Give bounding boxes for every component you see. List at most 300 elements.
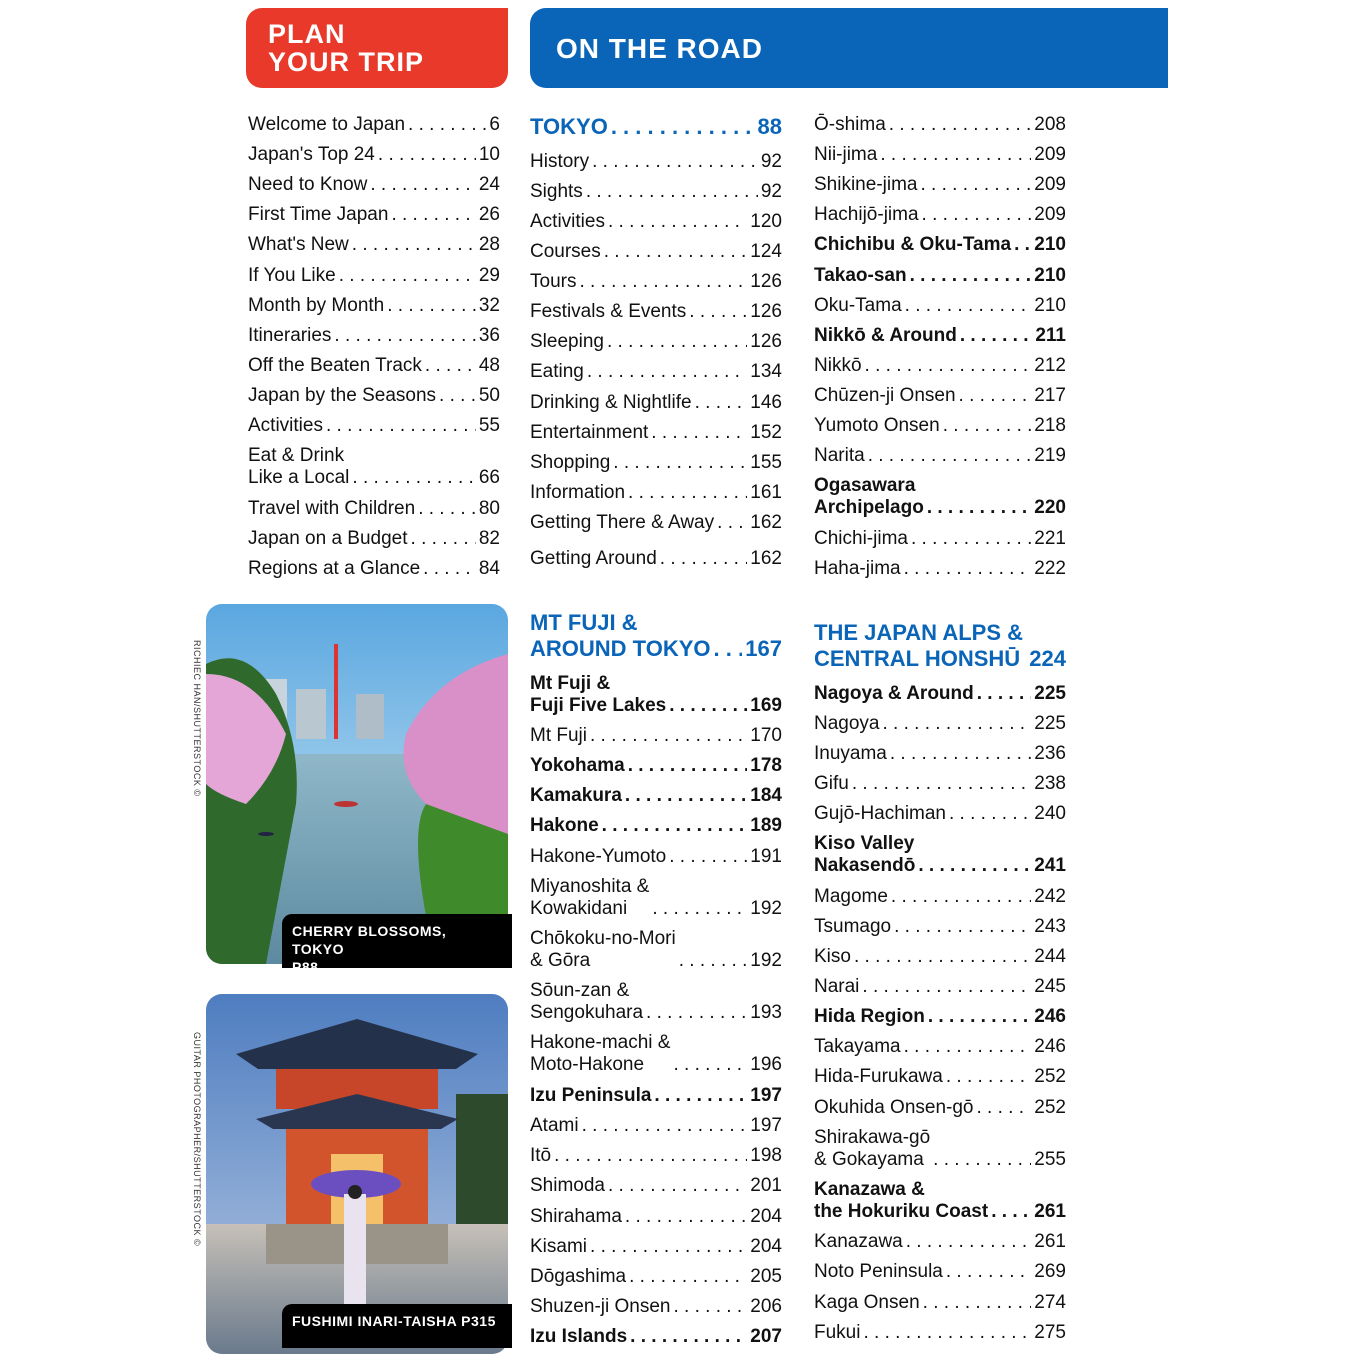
- toc-entry: [530, 1032, 782, 1076]
- toc-entry-title: Atami: [530, 1115, 579, 1136]
- toc-leader-dots: [439, 385, 476, 407]
- toc-leader-dots: [654, 1085, 747, 1107]
- toc-entry-page: 162: [750, 548, 782, 569]
- toc-entry-title: Eating: [530, 361, 584, 382]
- toc-entry-title: Gifu: [814, 773, 849, 794]
- toc-entry-page: 48: [478, 355, 500, 376]
- toc-entry-title: [814, 1179, 988, 1223]
- toc-entry-title: [530, 1032, 670, 1076]
- toc-entry-page: 240: [1034, 803, 1066, 824]
- toc-leader-dots: [920, 174, 1031, 196]
- toc-entry-title-line1: Mt Fuji &: [530, 673, 611, 694]
- toc-entry: [814, 1322, 1066, 1344]
- toc-entry-page: 126: [750, 301, 782, 322]
- toc-entry: [814, 620, 1066, 672]
- toc-leader-dots: [334, 325, 475, 347]
- toc-entry-title: Regions at a Glance: [248, 558, 421, 579]
- toc-leader-dots: [905, 295, 1032, 317]
- toc-leader-dots: [883, 713, 1032, 735]
- toc-leader-dots: [629, 1266, 747, 1288]
- toc-entry-page: 189: [750, 815, 782, 836]
- toc-leader-dots: [1014, 234, 1031, 256]
- toc-entry-page: 155: [750, 452, 782, 473]
- toc-entry: [530, 610, 782, 662]
- toc-entry-page: 66: [478, 467, 500, 488]
- plan-your-trip-header: [246, 8, 508, 88]
- toc-entry-title-line1: Eat & Drink: [248, 445, 345, 466]
- toc-entry: [530, 211, 782, 233]
- toc-entry-page: 210: [1034, 234, 1066, 255]
- toc-entry: [530, 928, 782, 972]
- toc-entry-title-line2: Sengokuhara: [530, 1002, 644, 1023]
- toc-entry: [530, 1085, 782, 1107]
- toc-entry-title: Fukui: [814, 1322, 861, 1343]
- toc-entry: [814, 475, 1066, 519]
- toc-entry: [530, 1326, 782, 1348]
- toc-entry: [814, 833, 1066, 877]
- toc-leader-dots: [673, 1296, 747, 1318]
- toc-entry: [814, 773, 1066, 795]
- toc-leader-dots: [854, 946, 1031, 968]
- toc-entry: [814, 385, 1066, 407]
- toc-entry-title: Travel with Children: [248, 498, 416, 519]
- toc-entry-page: 178: [750, 755, 782, 776]
- toc-entry: [814, 528, 1066, 550]
- toc-leader-dots: [904, 1036, 1032, 1058]
- toc-entry-title-line2: Fuji Five Lakes: [530, 695, 667, 716]
- toc-leader-dots: [608, 1175, 747, 1197]
- toc-entry-title-line1: Shirakawa-gō: [814, 1127, 931, 1148]
- toc-entry-title-line2: Moto-Hakone: [530, 1054, 645, 1075]
- toc-entry: [814, 946, 1066, 968]
- toc-leader-dots: [646, 1002, 747, 1024]
- toc-leader-dots: [894, 916, 1031, 938]
- toc-entry-page: 225: [1034, 683, 1066, 704]
- toc-entry: [814, 204, 1066, 226]
- toc-entry-title-line2: Nakasendō: [814, 855, 916, 876]
- toc-leader-dots: [586, 181, 758, 203]
- toc-entry: [530, 151, 782, 173]
- toc-entry: [814, 743, 1066, 765]
- toc-entry: [814, 886, 1066, 908]
- toc-entry-title: Japan on a Budget: [248, 528, 408, 549]
- toc-leader-dots: [660, 548, 748, 570]
- road-header-title: ON THE ROAD: [556, 33, 763, 64]
- toc-leader-dots: [378, 144, 476, 166]
- toc-leader-dots: [863, 1322, 1031, 1344]
- toc-entry-page: 243: [1034, 916, 1066, 937]
- cherry-blossoms-caption: [282, 914, 512, 975]
- toc-entry-title: Off the Beaten Track: [248, 355, 422, 376]
- toc-entry: [814, 1292, 1066, 1314]
- toc-entry-page: 244: [1034, 946, 1066, 967]
- toc-entry-title: Shopping: [530, 452, 611, 473]
- toc-entry-title: Entertainment: [530, 422, 649, 443]
- toc-leader-dots: [868, 445, 1032, 467]
- toc-entry: [814, 1127, 1066, 1171]
- toc-entry-title-line1: Kanazawa &: [814, 1179, 925, 1200]
- toc-leader-dots: [922, 204, 1032, 226]
- toc-entry: [530, 1236, 782, 1258]
- toc-entry-page: 242: [1034, 886, 1066, 907]
- toc-leader-dots: [946, 1066, 1031, 1088]
- toc-entry: [814, 325, 1066, 347]
- toc-leader-dots: [411, 528, 476, 550]
- toc-entry-title-line2: Archipelago: [814, 497, 924, 518]
- toc-entry-page: 198: [750, 1145, 782, 1166]
- toc-leader-dots: [717, 512, 747, 534]
- toc-leader-dots: [880, 144, 1031, 166]
- toc-entry: [530, 1115, 782, 1137]
- toc-leader-dots: [669, 695, 747, 717]
- toc-entry-page: 252: [1034, 1097, 1066, 1118]
- fushimi-inari-photo: [206, 994, 508, 1354]
- toc-entry: [814, 916, 1066, 938]
- toc-leader-dots: [991, 1201, 1031, 1223]
- toc-entry-page: 6: [489, 114, 500, 135]
- toc-entry: [530, 1296, 782, 1318]
- toc-entry: [530, 980, 782, 1024]
- toc-entry-title: Shimoda: [530, 1175, 605, 1196]
- toc-entry: [530, 181, 782, 203]
- toc-entry-title: Chichi-jima: [814, 528, 908, 549]
- toc-entry-page: 209: [1034, 144, 1066, 165]
- photo2-credit: GUITAR PHOTOGRAPHER/SHUTTERSTOCK ©: [192, 1032, 202, 1247]
- toc-entry-title: Okuhida Onsen-gō: [814, 1097, 974, 1118]
- toc-entry-page: 80: [478, 498, 500, 519]
- toc-entry-page: 205: [750, 1266, 782, 1287]
- toc-entry: [530, 1206, 782, 1228]
- toc-entry-page: 204: [750, 1206, 782, 1227]
- toc-entry-page: 169: [750, 695, 782, 716]
- toc-entry-title: Kiso: [814, 946, 851, 967]
- toc-leader-dots: [611, 114, 755, 140]
- toc-entry: [814, 1097, 1066, 1119]
- toc-leader-dots: [933, 1149, 1031, 1171]
- toc-entry-title: Hida-Furukawa: [814, 1066, 943, 1087]
- photo1-credit: RICHIEC HAN/SHUTTERSTOCK ©: [192, 640, 202, 797]
- toc-entry-page: 82: [478, 528, 500, 549]
- toc-leader-dots: [408, 114, 486, 136]
- toc-leader-dots: [587, 361, 747, 383]
- toc-entry-title-line1: Miyanoshita &: [530, 876, 650, 897]
- toc-entry-title: Hida Region: [814, 1006, 925, 1027]
- toc-entry: [814, 1261, 1066, 1283]
- toc-entry-page: 197: [750, 1115, 782, 1136]
- toc-entry-page: 126: [750, 331, 782, 352]
- toc-entry: [248, 558, 500, 580]
- toc-entry-page: 184: [750, 785, 782, 806]
- toc-entry-title: [248, 445, 349, 489]
- toc-entry-title-line1: Sōun-zan &: [530, 980, 630, 1001]
- toc-leader-dots: [977, 683, 1032, 705]
- toc-entry: [530, 1175, 782, 1197]
- toc-entry-page: 146: [750, 392, 782, 413]
- toc-entry: [248, 174, 500, 196]
- toc-entry-page: 191: [750, 846, 782, 867]
- toc-entry-title: Magome: [814, 886, 888, 907]
- toc-leader-dots: [391, 204, 475, 226]
- toc-entry: [530, 482, 782, 504]
- toc-leader-dots: [906, 1231, 1032, 1253]
- toc-entry-page: 204: [750, 1236, 782, 1257]
- toc-entry-title: Tours: [530, 271, 577, 292]
- toc-entry: [530, 361, 782, 383]
- toc-entry-title: Japan's Top 24: [248, 144, 375, 165]
- toc-entry: [248, 265, 500, 287]
- toc-entry-page: 124: [750, 241, 782, 262]
- toc-entry-title-line1: Hakone-machi &: [530, 1032, 671, 1053]
- toc-leader-dots: [352, 234, 476, 256]
- toc-entry: [248, 144, 500, 166]
- toc-entry: [814, 355, 1066, 377]
- toc-leader-dots: [651, 422, 747, 444]
- toc-entry-page: 55: [478, 415, 500, 436]
- toc-entry-page: 170: [750, 725, 782, 746]
- toc-entry-title-line1: Ogasawara: [814, 475, 916, 496]
- toc-entry-page: 84: [478, 558, 500, 579]
- toc-entry-page: 255: [1034, 1149, 1066, 1170]
- toc-entry-title: Nagoya: [814, 713, 880, 734]
- on-the-road-header: [530, 8, 1168, 88]
- toc-entry-title: Hachijō-jima: [814, 204, 919, 225]
- toc-entry-page: 211: [1035, 325, 1066, 346]
- toc-entry: [248, 355, 500, 377]
- toc-leader-dots: [326, 415, 476, 437]
- toc-entry: [814, 144, 1066, 166]
- toc-entry-page: 241: [1034, 855, 1066, 876]
- toc-leader-dots: [910, 265, 1032, 287]
- toc-entry-title: Oku-Tama: [814, 295, 902, 316]
- toc-entry-page: 238: [1034, 773, 1066, 794]
- toc-leader-dots: [579, 271, 747, 293]
- toc-leader-dots: [689, 301, 747, 323]
- toc-entry-page: 88: [757, 114, 782, 139]
- toc-entry: [814, 445, 1066, 467]
- toc-entry-title: Drinking & Nightlife: [530, 392, 692, 413]
- toc-leader-dots: [669, 846, 747, 868]
- toc-entry-page: 10: [478, 144, 500, 165]
- toc-leader-dots: [862, 976, 1031, 998]
- toc-entry-title: Getting There & Away: [530, 512, 715, 533]
- toc-entry-page: 209: [1034, 174, 1066, 195]
- toc-leader-dots: [602, 815, 748, 837]
- toc-entry-title: Ō-shima: [814, 114, 886, 135]
- toc-leader-dots: [890, 743, 1031, 765]
- toc-entry-title: Shirahama: [530, 1206, 622, 1227]
- toc-entry-title: Chūzen-ji Onsen: [814, 385, 956, 406]
- toc-entry-title-line2: Like a Local: [248, 467, 350, 488]
- toc-entry-title: Hakone: [530, 815, 599, 836]
- toc-entry: [248, 114, 500, 136]
- toc-entry-page: 32: [478, 295, 500, 316]
- toc-entry: [814, 1231, 1066, 1253]
- toc-leader-dots: [946, 1261, 1031, 1283]
- toc-entry-page: 222: [1034, 558, 1066, 579]
- toc-entry-page: 208: [1034, 114, 1066, 135]
- toc-entry-title: [530, 980, 643, 1024]
- toc-entry-page: 220: [1034, 497, 1066, 518]
- toc-entry-page: 221: [1034, 528, 1066, 549]
- toc-leader-dots: [673, 1054, 747, 1076]
- toc-entry-title-line2: & Gōra: [530, 950, 591, 971]
- toc-entry: [530, 271, 782, 293]
- toc-leader-dots: [339, 265, 476, 287]
- toc-leader-dots: [592, 151, 758, 173]
- toc-entry-title: First Time Japan: [248, 204, 389, 225]
- toc-entry: [530, 1266, 782, 1288]
- toc-entry: [814, 558, 1066, 580]
- toc-entry-title: [814, 620, 1023, 672]
- toc-entry-page: 28: [478, 234, 500, 255]
- toc-entry-title: Getting Around: [530, 548, 657, 569]
- toc-entry: [530, 673, 782, 717]
- toc-entry-title: Nikkō & Around: [814, 325, 957, 346]
- toc-entry: [814, 713, 1066, 735]
- toc-entry: [248, 498, 500, 520]
- toc-entry-title: Izu Peninsula: [530, 1085, 652, 1106]
- toc-entry-title: Nikkō: [814, 355, 862, 376]
- toc-entry: [530, 725, 782, 747]
- toc-leader-dots: [625, 785, 747, 807]
- plan-header-line2: YOUR TRIP: [268, 47, 425, 77]
- toc-entry: [814, 295, 1066, 317]
- toc-entry-title: Tsumago: [814, 916, 892, 937]
- toc-entry-page: 209: [1034, 204, 1066, 225]
- toc-entry-page: 196: [750, 1054, 782, 1075]
- caption-line: CHERRY BLOSSOMS, TOKYO: [292, 923, 447, 957]
- toc-entry-page: 197: [750, 1085, 782, 1106]
- toc-entry-title: Festivals & Events: [530, 301, 687, 322]
- toc-entry: [814, 1066, 1066, 1088]
- toc-entry: [530, 301, 782, 323]
- toc-entry-page: 162: [750, 512, 782, 533]
- toc-entry-title: Activities: [530, 211, 605, 232]
- toc-entry-title-line2: AROUND TOKYO: [530, 636, 711, 661]
- toc-entry: [530, 548, 782, 570]
- toc-entry-page: 261: [1034, 1231, 1066, 1252]
- toc-entry: [248, 325, 500, 347]
- toc-entry: [814, 415, 1066, 437]
- toc-entry-title: Need to Know: [248, 174, 368, 195]
- toc-entry-page: 224: [1029, 646, 1066, 671]
- toc-entry: [530, 1145, 782, 1167]
- toc-entry-page: 26: [478, 204, 500, 225]
- toc-entry-title: Itineraries: [248, 325, 332, 346]
- toc-entry-page: 24: [478, 174, 500, 195]
- toc-entry-title: Chichibu & Oku-Tama: [814, 234, 1012, 255]
- toc-entry-title: Izu Islands: [530, 1326, 628, 1347]
- toc-leader-dots: [943, 415, 1032, 437]
- toc-entry-title: Kaga Onsen: [814, 1292, 920, 1313]
- caption-page: P88: [292, 959, 319, 975]
- toc-entry-title-line2: & Gokayama: [814, 1149, 924, 1170]
- toc-entry: [530, 241, 782, 263]
- toc-entry: [530, 422, 782, 444]
- toc-entry-page: 50: [478, 385, 500, 406]
- toc-entry-title: Welcome to Japan: [248, 114, 406, 135]
- toc-entry-title: [814, 475, 924, 519]
- toc-entry-title: [530, 610, 711, 662]
- toc-leader-dots: [425, 355, 476, 377]
- toc-leader-dots: [352, 467, 475, 489]
- toc-entry-title: Shikine-jima: [814, 174, 918, 195]
- toc-leader-dots: [613, 452, 747, 474]
- toc-entry-title: Courses: [530, 241, 601, 262]
- cherry-blossoms-photo: [206, 604, 508, 964]
- toc-entry: [814, 1179, 1066, 1223]
- toc-entry-page: 134: [750, 361, 782, 382]
- toc-leader-dots: [928, 1006, 1031, 1028]
- toc-leader-dots: [949, 803, 1031, 825]
- toc-entry: [248, 528, 500, 550]
- toc-entry-title: If You Like: [248, 265, 336, 286]
- toc-leader-dots: [590, 725, 747, 747]
- toc-entry-page: 206: [750, 1296, 782, 1317]
- toc-entry-page: 126: [750, 271, 782, 292]
- toc-entry: [248, 385, 500, 407]
- toc-entry-page: 218: [1034, 415, 1066, 436]
- toc-entry-page: 36: [478, 325, 500, 346]
- toc-entry-title: Month by Month: [248, 295, 385, 316]
- toc-entry: [530, 512, 782, 534]
- toc-entry: [814, 976, 1066, 998]
- toc-leader-dots: [959, 385, 1032, 407]
- toc-entry: [530, 392, 782, 414]
- toc-entry-title: [530, 876, 649, 920]
- toc-entry-title: [530, 928, 676, 972]
- toc-entry-page: 252: [1034, 1066, 1066, 1087]
- toc-entry-title: Haha-jima: [814, 558, 901, 579]
- toc-entry-title: Itō: [530, 1145, 552, 1166]
- toc-leader-dots: [679, 950, 748, 972]
- toc-entry-title: [814, 833, 915, 877]
- toc-leader-dots: [418, 498, 476, 520]
- toc-leader-dots: [387, 295, 476, 317]
- toc-entry-page: 245: [1034, 976, 1066, 997]
- toc-entry-title-line2: CENTRAL HONSHŪ: [814, 646, 1021, 671]
- toc-entry: [530, 755, 782, 777]
- toc-entry: [530, 846, 782, 868]
- toc-entry-title: Narita: [814, 445, 865, 466]
- toc-leader-dots: [904, 558, 1032, 580]
- toc-leader-dots: [652, 898, 747, 920]
- toc-entry: [814, 683, 1066, 705]
- toc-entry-page: 152: [750, 422, 782, 443]
- toc-entry-page: 246: [1034, 1006, 1066, 1027]
- toc-entry-title: Shuzen-ji Onsen: [530, 1296, 671, 1317]
- toc-entry-page: 210: [1034, 295, 1066, 316]
- toc-entry: [530, 331, 782, 353]
- plan-header-line1: PLAN: [268, 19, 346, 49]
- toc-leader-dots: [554, 1145, 747, 1167]
- toc-entry: [248, 415, 500, 437]
- toc-entry-title: Yumoto Onsen: [814, 415, 940, 436]
- toc-entry: [814, 1036, 1066, 1058]
- toc-entry: [530, 876, 782, 920]
- toc-leader-dots: [607, 331, 747, 353]
- toc-entry-page: 246: [1034, 1036, 1066, 1057]
- toc-entry-page: 225: [1034, 713, 1066, 734]
- toc-leader-dots: [370, 174, 476, 196]
- toc-entry-title: Japan by the Seasons: [248, 385, 437, 406]
- toc-leader-dots: [628, 755, 748, 777]
- toc-entry-title: Kanazawa: [814, 1231, 903, 1252]
- toc-leader-dots: [604, 241, 748, 263]
- toc-leader-dots: [695, 392, 748, 414]
- toc-entry-title: Information: [530, 482, 626, 503]
- toc-leader-dots: [630, 1326, 747, 1348]
